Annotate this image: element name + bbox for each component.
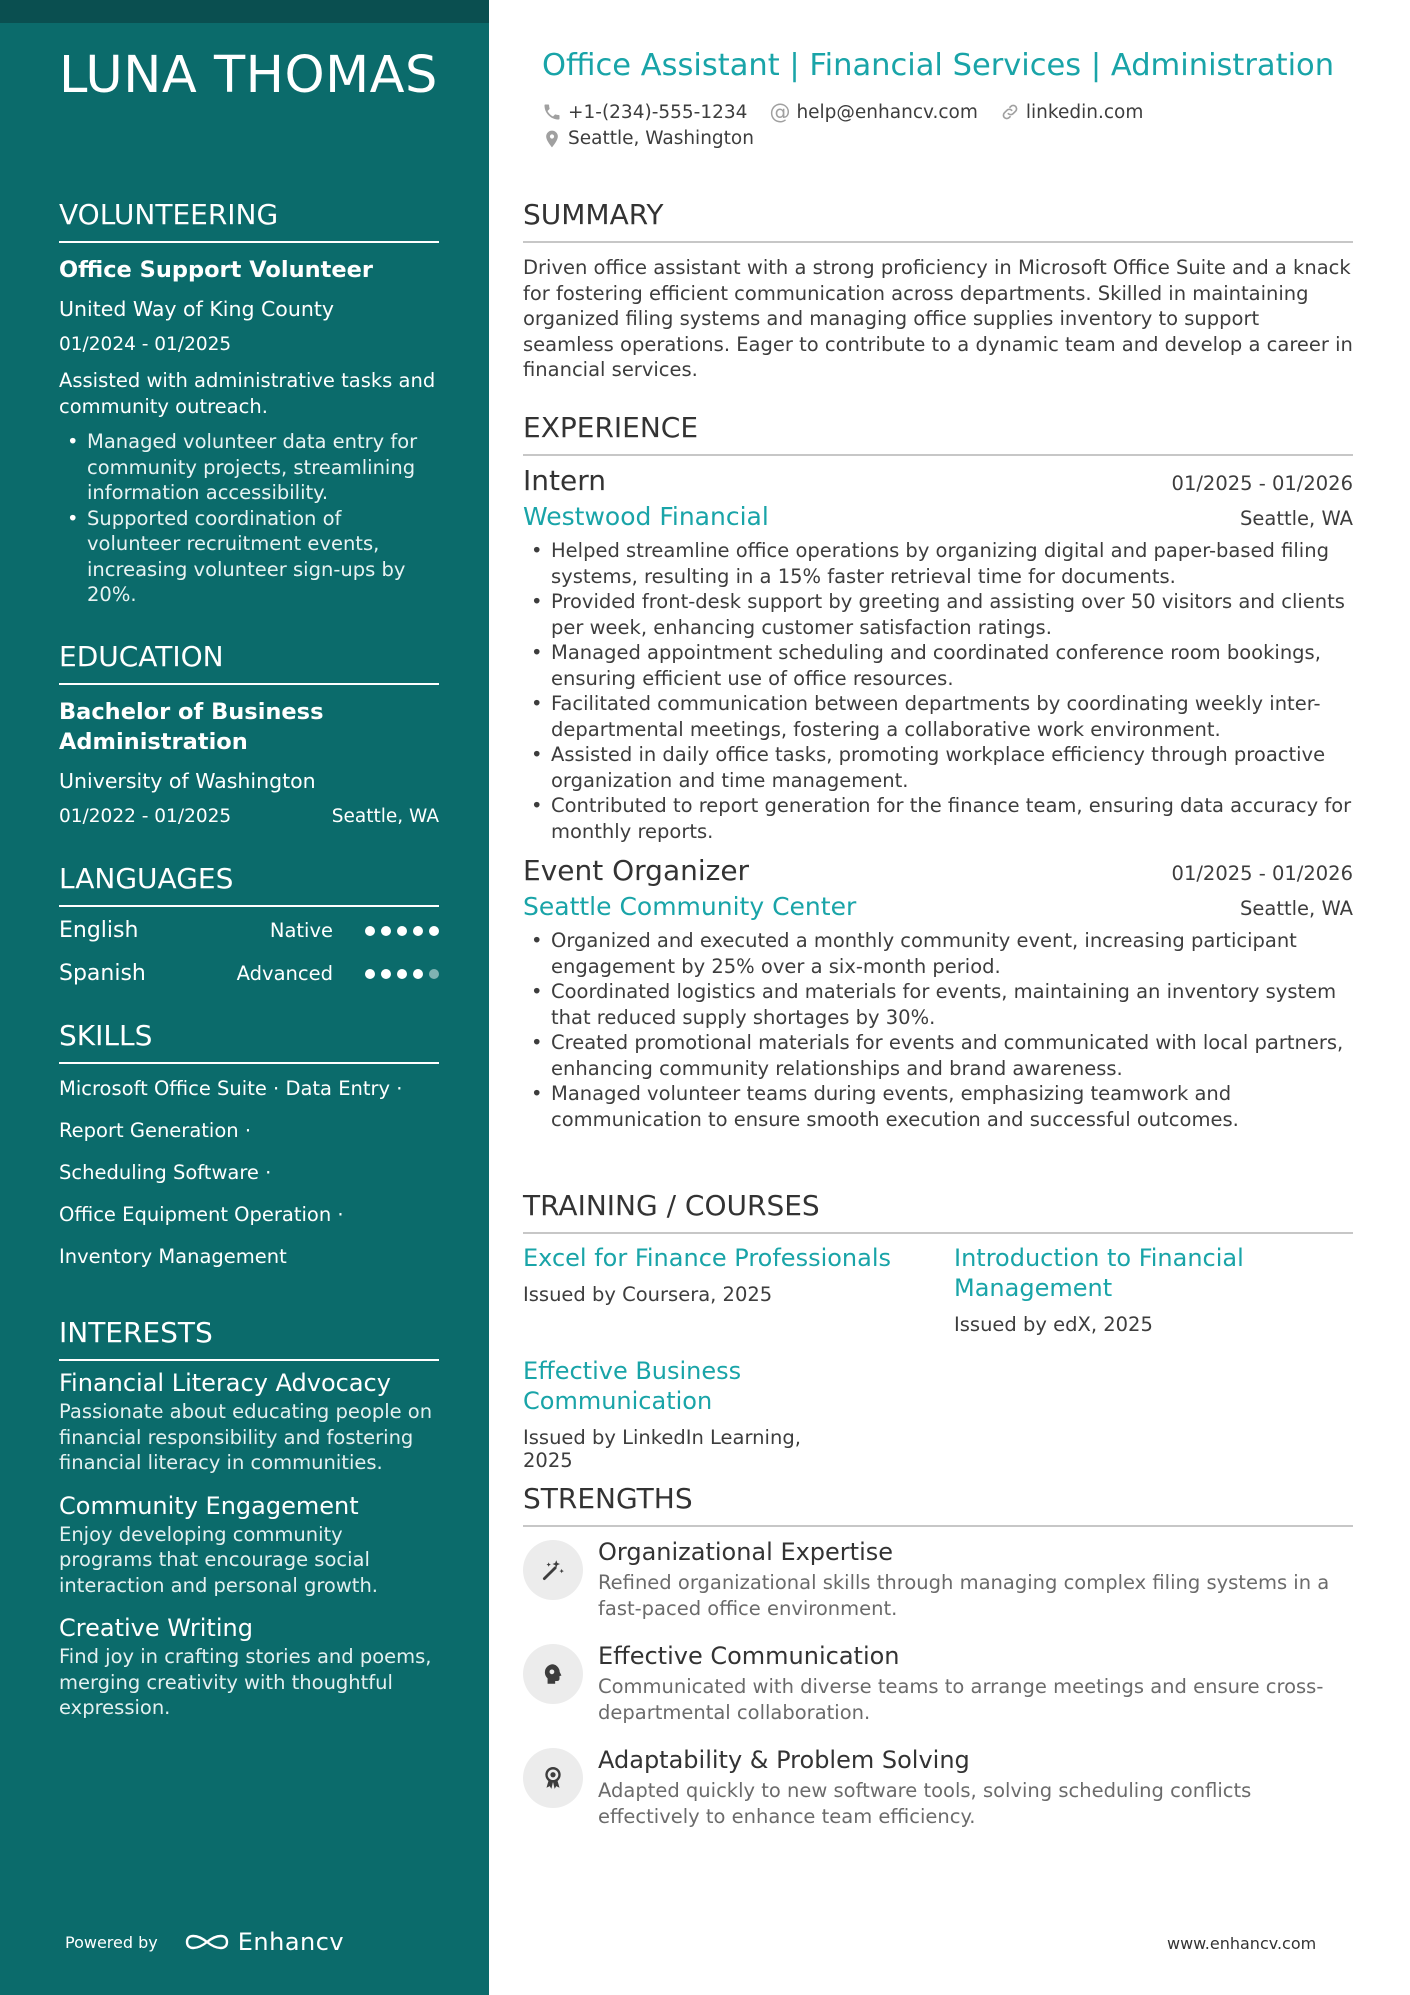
strength-text: Communicated with diverse teams to arrange meetings and ensure cross-departmental collaboration. <box>598 1675 1324 1724</box>
rating-dot-filled <box>381 926 391 936</box>
skill-line: Microsoft Office Suite · Data Entry · <box>59 1077 403 1100</box>
language-rating <box>365 926 439 936</box>
languages-section <box>59 862 439 995</box>
rating-dot-filled <box>413 926 423 936</box>
job-dates: 01/2025 - 01/2026 <box>1171 472 1353 495</box>
strength-text: Refined organizational skills through managing complex filing systems in a fast-paced office environment. <box>598 1571 1330 1620</box>
job-title: Event Organizer <box>523 854 750 887</box>
job-entry <box>523 852 1353 1132</box>
volunteer-dates-text: 01/2024 - 01/2025 <box>59 334 232 355</box>
skill-line: Office Equipment Operation · <box>59 1203 344 1226</box>
language-level: Native <box>269 919 333 942</box>
language-level: Advanced <box>236 962 333 985</box>
strength-icon-badge <box>523 1748 583 1808</box>
skill-line: Inventory Management <box>59 1245 287 1268</box>
linkedin[interactable] <box>1000 102 1143 123</box>
link-icon <box>1000 102 1020 122</box>
location-pin-icon <box>542 129 562 149</box>
volunteer-role: Office Support Volunteer <box>59 257 373 283</box>
email[interactable] <box>769 100 977 124</box>
job-title: Intern <box>523 464 606 497</box>
list-item: • Assisted in daily office tasks, promoting workplace efficiency through proactive organization and time management. <box>523 742 1353 793</box>
interests-title: INTERESTS <box>59 1316 439 1361</box>
course-title: Excel for Finance Professionals <box>523 1244 892 1272</box>
list-item: • Managed volunteer data entry for community projects, streamlining information accessibility. <box>59 429 439 506</box>
training-title: TRAINING / COURSES <box>523 1189 1353 1234</box>
language-row <box>59 909 439 952</box>
at-icon: @ <box>769 100 791 124</box>
course-title: Effective Business Communication <box>523 1357 742 1415</box>
contact-row <box>542 100 1143 124</box>
job-location: Seattle, WA <box>1240 897 1353 920</box>
interest-text: Passionate about educating people on financial responsibility and fostering financial literacy in communities. <box>59 1400 433 1474</box>
list-item: • Coordinated logistics and materials for events, maintaining an inventory system that reduced supply shortages by 30%. <box>523 979 1353 1030</box>
skill-line: Scheduling Software · <box>59 1161 272 1184</box>
interests-section <box>59 1316 439 1735</box>
list-item: • Supported coordination of volunteer recruitment events, increasing volunteer sign-ups by 20%. <box>59 506 439 608</box>
head-icon <box>540 1661 566 1687</box>
strength-body <box>598 1640 1353 1725</box>
email-text: help@enhancv.com <box>796 101 978 123</box>
job-location: Seattle, WA <box>1240 507 1353 530</box>
enhancv-brand-text: Enhancv <box>237 1928 345 1956</box>
list-item: • Helped streamline office operations by organizing digital and paper-based filing systems, resulting in a 15% faster retrieval time for documents. <box>523 538 1353 589</box>
course-item <box>523 1243 913 1306</box>
website-link[interactable]: www.enhancv.com <box>1167 1934 1317 1953</box>
sidebar-top-bar <box>0 0 489 23</box>
job-entry <box>523 462 1353 844</box>
course-issuer: Issued by edX, 2025 <box>954 1313 1153 1336</box>
skill-line: Report Generation · <box>59 1119 252 1142</box>
course-item <box>954 1243 1284 1336</box>
volunteer-dates <box>59 332 439 358</box>
location-text: Seattle, Washington <box>568 128 754 149</box>
powered-by-label: Powered by <box>65 1932 158 1952</box>
location-row <box>542 128 754 149</box>
job-org: Westwood Financial <box>523 502 769 531</box>
language-name: English <box>59 918 139 943</box>
summary-section <box>523 198 1353 383</box>
course-issuer: Issued by LinkedIn Learning, 2025 <box>523 1426 801 1472</box>
job-header <box>523 462 1353 500</box>
job-subheader <box>523 890 1353 924</box>
wand-icon <box>540 1557 566 1583</box>
rating-dot-filled <box>365 969 375 979</box>
rating-dot-filled <box>413 969 423 979</box>
education-school: University of Washington <box>59 769 316 793</box>
strength-item <box>523 1536 1353 1621</box>
education-degree: Bachelor of Business Administration <box>59 699 324 755</box>
strength-icon-badge <box>523 1540 583 1600</box>
interest-title: Financial Literacy Advocacy <box>59 1369 391 1397</box>
strength-title: Adaptability & Problem Solving <box>598 1746 970 1774</box>
course-issuer: Issued by Coursera, 2025 <box>523 1283 773 1306</box>
education-dates: 01/2022 - 01/2025 <box>59 806 232 827</box>
sidebar <box>0 0 489 1995</box>
volunteer-description: Assisted with administrative tasks and community outreach. <box>59 369 436 418</box>
experience-title: EXPERIENCE <box>523 411 1353 456</box>
person-name: LUNA THOMAS <box>59 46 438 105</box>
list-item: • Provided front-desk support by greeting and assisting over 50 visitors and clients per week, enhancing customer satisfaction ratings. <box>523 589 1353 640</box>
strength-body <box>598 1536 1353 1621</box>
rating-dot-empty <box>429 969 439 979</box>
enhancv-logo[interactable] <box>184 1928 344 1956</box>
strength-title: Effective Communication <box>598 1642 900 1670</box>
phone[interactable] <box>542 102 747 123</box>
education-location: Seattle, WA <box>331 806 439 827</box>
rating-dot-filled <box>397 926 407 936</box>
job-dates: 01/2025 - 01/2026 <box>1171 862 1353 885</box>
education-title: EDUCATION <box>59 640 439 685</box>
powered-by-footer <box>65 1928 344 1956</box>
strength-body <box>598 1744 1353 1829</box>
training-section <box>523 1189 1353 1246</box>
volunteer-org: United Way of King County <box>59 297 334 321</box>
rating-dot-filled <box>365 926 375 936</box>
strength-title: Organizational Expertise <box>598 1538 894 1566</box>
strength-text: Adapted quickly to new software tools, solving scheduling conflicts effectively to enhance team efficiency. <box>598 1779 1252 1828</box>
volunteering-section <box>59 198 439 608</box>
rating-dot-filled <box>381 969 391 979</box>
education-section <box>59 640 439 830</box>
award-icon <box>540 1765 566 1791</box>
linkedin-text: linkedin.com <box>1025 101 1144 123</box>
summary-text: Driven office assistant with a strong proficiency in Microsoft Office Suite and a knack for fostering efficient communication across departments. Skilled in maintaining organized filing systems and managing office supplies inventory to support seamless operations. Eager to contribute to a dynamic team and develop a career in financial services. <box>523 256 1353 381</box>
skills-title: SKILLS <box>59 1019 439 1064</box>
languages-title: LANGUAGES <box>59 862 439 907</box>
summary-title: SUMMARY <box>523 198 1353 243</box>
list-item: • Facilitated communication between departments by coordinating weekly inter-departmental meetings, fostering a collaborative work environment. <box>523 691 1353 742</box>
language-row <box>59 952 439 995</box>
list-item: • Managed volunteer teams during events, emphasizing teamwork and communication to ensure smooth execution and successful outcomes. <box>523 1081 1353 1132</box>
job-bullets <box>523 928 1353 1132</box>
interest-title: Creative Writing <box>59 1614 253 1642</box>
job-subheader <box>523 500 1353 534</box>
education-meta <box>59 804 439 830</box>
job-header <box>523 852 1353 890</box>
interest-text: Find joy in crafting stories and poems, merging creativity with thoughtful expression. <box>59 1645 432 1719</box>
strength-icon-badge <box>523 1644 583 1704</box>
job-bullets <box>523 538 1353 844</box>
experience-section <box>523 411 1353 1132</box>
language-name: Spanish <box>59 961 146 986</box>
course-title: Introduction to Financial Management <box>954 1244 1244 1302</box>
volunteer-bullets <box>59 429 439 608</box>
strength-item <box>523 1744 1353 1829</box>
headline: Office Assistant | Financial Services | Administration <box>542 48 1335 83</box>
list-item: • Contributed to report generation for the finance team, ensuring data accuracy for monthly reports. <box>523 793 1353 844</box>
job-org: Seattle Community Center <box>523 892 857 921</box>
location <box>542 128 754 149</box>
strength-item <box>523 1640 1353 1725</box>
list-item: • Managed appointment scheduling and coordinated conference room bookings, ensuring efficient use of office resources. <box>523 640 1353 691</box>
course-item <box>523 1356 823 1472</box>
phone-text: +1-(234)-555-1234 <box>568 101 748 123</box>
strengths-section <box>523 1482 1353 1539</box>
phone-icon <box>542 102 562 122</box>
volunteering-title: VOLUNTEERING <box>59 198 439 243</box>
enhancv-logo-icon <box>184 1930 230 1954</box>
language-rating <box>365 969 439 979</box>
rating-dot-filled <box>397 969 407 979</box>
skills-section <box>59 1019 439 1278</box>
list-item: • Created promotional materials for events and communicated with local partners, enhancing community relationships and brand awareness. <box>523 1030 1353 1081</box>
interest-text: Enjoy developing community programs that encourage social interaction and personal growth. <box>59 1522 378 1597</box>
list-item: • Organized and executed a monthly community event, increasing participant engagement by 25% over a six-month period. <box>523 928 1353 979</box>
interest-title: Community Engagement <box>59 1491 359 1520</box>
rating-dot-filled <box>429 926 439 936</box>
strengths-title: STRENGTHS <box>523 1482 1353 1527</box>
